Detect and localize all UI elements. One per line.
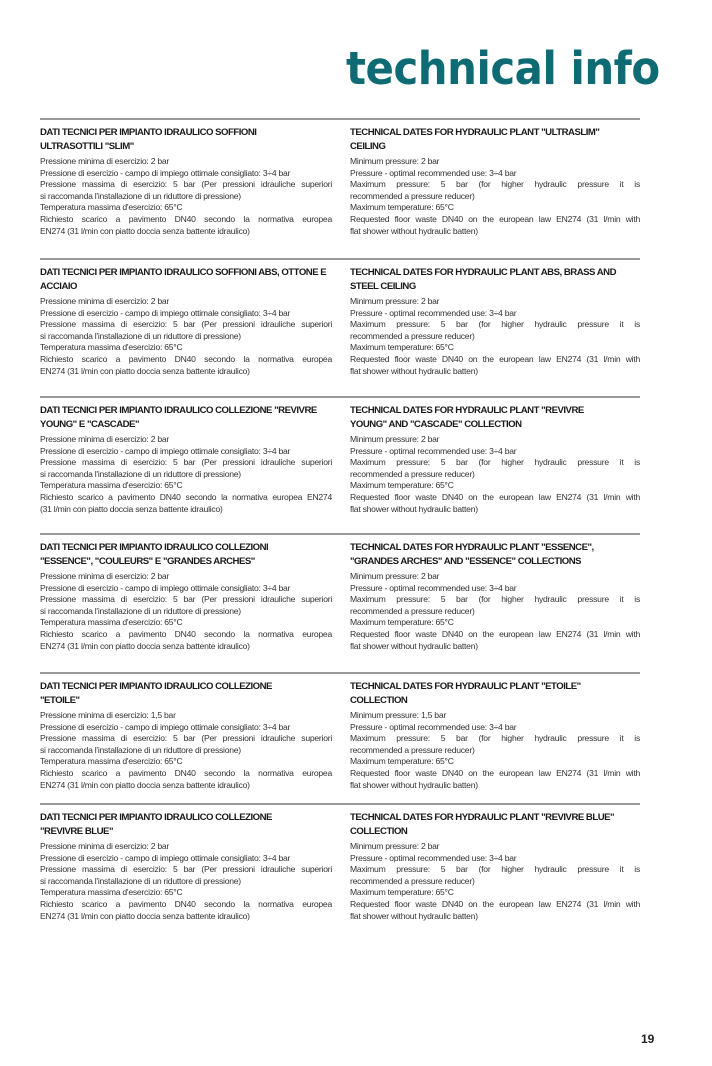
section-divider [40, 533, 640, 535]
heading-line: "GRANDES ARCHES" AND "ESSENCE" COLLECTIONS [350, 556, 582, 567]
section-heading [350, 541, 640, 571]
spec-line: flat shower without hydraulic batten) [350, 910, 478, 921]
section-heading [40, 541, 332, 571]
spec-line: Pressione minima di esercizio: 2 bar [40, 156, 170, 166]
column-italian [40, 126, 332, 237]
column-italian [40, 404, 332, 515]
tech-section [40, 396, 642, 526]
spec-line: Maximum pressure: 5 bar (for higher hydraulic pressure it is [350, 319, 640, 330]
spec-line: Pressione minima di esercizio: 2 bar [40, 841, 170, 851]
spec-line: Maximum pressure: 5 bar (for higher hydraulic pressure it is [350, 594, 640, 605]
spec-line: Temperatura massima d'esercizio: 65°C [40, 342, 183, 353]
heading-line: TECHNICAL DATES FOR HYDRAULIC PLANT "ESSENCE", [350, 542, 594, 553]
column-italian [40, 680, 332, 791]
spec-line: Pressione di esercizio - campo di impiego ottimale consigliato: 3÷4 bar [40, 167, 291, 178]
spec-line: Minimum pressure: 2 bar [350, 841, 440, 851]
section-divider [40, 672, 640, 674]
spec-line: Pressure - optimal recommended use: 3÷4 bar [350, 721, 517, 732]
spec-line: Temperatura massima d'esercizio: 65°C [40, 756, 183, 767]
spec-line: recommended a pressure reducer) [350, 744, 475, 755]
spec-line: Maximum temperature: 65°C [350, 887, 454, 898]
spec-line: recommended a pressure reducer) [350, 330, 475, 341]
spec-line: Temperatura massima d'esercizio: 65°C [40, 202, 183, 213]
spec-line: Pressione massima di esercizio: 5 bar (Per pressioni idrauliche superiori [40, 319, 332, 330]
heading-line: TECHNICAL DATES FOR HYDRAULIC PLANT ABS, BRASS AND [350, 267, 617, 278]
column-italian [40, 811, 332, 922]
tech-section [40, 672, 642, 802]
spec-line: Requested floor waste DN40 on the european law EN274 (31 l/min with [350, 767, 640, 778]
section-heading [350, 680, 640, 710]
heading-line: "ETOILE" [40, 695, 80, 706]
spec-line: Minimum pressure: 1,5 bar [350, 710, 446, 720]
spec-line: si raccomanda l'installazione di un riduttore di pressione) [40, 190, 241, 201]
section-heading [40, 404, 332, 434]
spec-line: Richiesto scarico a pavimento DN40 secondo la normativa europea [40, 767, 332, 778]
spec-line: EN274 (31 l/min con piatto doccia senza battente idraulico) [40, 910, 250, 921]
heading-line: DATI TECNICI PER IMPIANTO IDRAULICO SOFFIONI ABS, OTTONE E [40, 267, 327, 278]
heading-line: DATI TECNICI PER IMPIANTO IDRAULICO COLLEZIONE "REVIVRE [40, 405, 317, 416]
spec-line: recommended a pressure reducer) [350, 468, 475, 479]
spec-line: Requested floor waste DN40 on the european law EN274 (31 l/min with [350, 491, 640, 502]
spec-line: Requested floor waste DN40 on the european law EN274 (31 l/min with [350, 353, 640, 364]
spec-line: Maximum temperature: 65°C [350, 617, 454, 628]
section-heading [350, 811, 640, 841]
spec-line: Pressure - optimal recommended use: 3÷4 bar [350, 167, 517, 178]
spec-line: Pressure - optimal recommended use: 3÷4 bar [350, 852, 517, 863]
tech-section [40, 118, 642, 248]
heading-line: CEILING [350, 141, 386, 152]
section-divider [40, 118, 640, 120]
spec-line: Pressione massima di esercizio: 5 bar (Per pressioni idrauliche superiori [40, 594, 332, 605]
heading-line: ULTRASOTTILI "SLIM" [40, 141, 134, 152]
spec-line: EN274 (31 l/min con piatto doccia senza battente idraulico) [40, 779, 250, 790]
spec-line: Pressione di esercizio - campo di impiego ottimale consigliato: 3÷4 bar [40, 721, 291, 732]
heading-line: DATI TECNICI PER IMPIANTO IDRAULICO SOFFIONI [40, 127, 257, 138]
heading-line: TECHNICAL DATES FOR HYDRAULIC PLANT "REVIVRE BLUE" [350, 812, 615, 823]
spec-line: Richiesto scarico a pavimento DN40 secondo la normativa europea [40, 353, 332, 364]
heading-line: DATI TECNICI PER IMPIANTO IDRAULICO COLLEZIONI [40, 542, 269, 553]
column-english [350, 404, 640, 515]
spec-line: si raccomanda l'installazione di un riduttore di pressione) [40, 875, 241, 886]
spec-line: Richiesto scarico a pavimento DN40 secondo la normativa europea [40, 213, 332, 224]
tech-section [40, 258, 642, 388]
spec-line: Minimum pressure: 2 bar [350, 571, 440, 581]
section-heading [350, 404, 640, 434]
spec-line: Minimum pressure: 2 bar [350, 156, 440, 166]
spec-line: recommended a pressure reducer) [350, 875, 475, 886]
page-title: technical info [346, 42, 660, 95]
spec-line: Minimum pressure: 2 bar [350, 434, 440, 444]
tech-section [40, 803, 642, 933]
spec-line: Richiesto scarico a pavimento DN40 secondo la normativa europea [40, 628, 332, 639]
spec-line: Richiesto scarico a pavimento DN40 secondo la normativa europea EN274 [40, 491, 332, 502]
heading-line: YOUNG" E "CASCADE" [40, 419, 139, 430]
spec-line: Pressione di esercizio - campo di impiego ottimale consigliato: 3÷4 bar [40, 445, 291, 456]
section-heading [40, 811, 332, 841]
column-english [350, 680, 640, 791]
page-number: 19 [641, 1032, 655, 1046]
heading-line: ACCIAIO [40, 281, 78, 292]
spec-line: Pressione di esercizio - campo di impiego ottimale consigliato: 3÷4 bar [40, 307, 291, 318]
heading-line: STEEL CEILING [350, 281, 416, 292]
column-italian [40, 541, 332, 652]
spec-line: si raccomanda l'installazione di un riduttore di pressione) [40, 468, 241, 479]
spec-line: Pressione minima di esercizio: 1,5 bar [40, 710, 176, 720]
spec-line: Pressione massima di esercizio: 5 bar (Per pressioni idrauliche superiori [40, 733, 332, 744]
spec-line: Temperatura massima d'esercizio: 65°C [40, 617, 183, 628]
heading-line: COLLECTION [350, 826, 408, 837]
spec-line: Maximum temperature: 65°C [350, 202, 454, 213]
spec-line: (31 l/min con piatto doccia senza battente idraulico) [40, 503, 223, 514]
heading-line: "ESSENCE", "COULEURS" E "GRANDES ARCHES" [40, 556, 255, 567]
spec-line: Pressure - optimal recommended use: 3÷4 bar [350, 307, 517, 318]
spec-line: Pressione di esercizio - campo di impiego ottimale consigliato: 3÷4 bar [40, 852, 291, 863]
spec-line: EN274 (31 l/min con piatto doccia senza battente idraulico) [40, 365, 250, 376]
spec-line: si raccomanda l'installazione di un riduttore di pressione) [40, 330, 241, 341]
spec-line: recommended a pressure reducer) [350, 190, 475, 201]
column-english [350, 266, 640, 377]
spec-line: Richiesto scarico a pavimento DN40 secondo la normativa europea [40, 898, 332, 909]
spec-line: Pressione massima di esercizio: 5 bar (Per pressioni idrauliche superiori [40, 864, 332, 875]
spec-line: flat shower without hydraulic batten) [350, 640, 478, 651]
spec-line: Pressure - optimal recommended use: 3÷4 bar [350, 582, 517, 593]
spec-line: Pressione minima di esercizio: 2 bar [40, 571, 170, 581]
spec-line: EN274 (31 l/min con piatto doccia senza battente idraulico) [40, 640, 250, 651]
spec-line: Requested floor waste DN40 on the european law EN274 (31 l/min with [350, 628, 640, 639]
column-italian [40, 266, 332, 377]
section-divider [40, 803, 640, 805]
spec-line: Maximum temperature: 65°C [350, 480, 454, 491]
heading-line: DATI TECNICI PER IMPIANTO IDRAULICO COLLEZIONE [40, 812, 272, 823]
spec-line: flat shower without hydraulic batten) [350, 779, 478, 790]
spec-line: Pressione minima di esercizio: 2 bar [40, 434, 170, 444]
spec-line: Maximum pressure: 5 bar (for higher hydraulic pressure it is [350, 179, 640, 190]
heading-line: YOUNG" AND "CASCADE" COLLECTION [350, 419, 522, 430]
heading-line: TECHNICAL DATES FOR HYDRAULIC PLANT "ULTRASLIM" [350, 127, 600, 138]
spec-line: flat shower without hydraulic batten) [350, 225, 478, 236]
heading-line: TECHNICAL DATES FOR HYDRAULIC PLANT "ETOILE" [350, 681, 581, 692]
spec-line: Minimum pressure: 2 bar [350, 296, 440, 306]
spec-line: Requested floor waste DN40 on the european law EN274 (31 l/min with [350, 898, 640, 909]
section-heading [350, 266, 640, 296]
section-heading [350, 126, 640, 156]
column-english [350, 126, 640, 237]
spec-line: Maximum pressure: 5 bar (for higher hydraulic pressure it is [350, 864, 640, 875]
column-english [350, 541, 640, 652]
heading-line: COLLECTION [350, 695, 408, 706]
spec-line: Temperatura massima d'esercizio: 65°C [40, 887, 183, 898]
spec-line: Pressione massima di esercizio: 5 bar (Per pressioni idrauliche superiori [40, 179, 332, 190]
spec-line: recommended a pressure reducer) [350, 605, 475, 616]
spec-line: Temperatura massima d'esercizio: 65°C [40, 480, 183, 491]
spec-line: Maximum pressure: 5 bar (for higher hydraulic pressure it is [350, 457, 640, 468]
section-heading [40, 680, 332, 710]
spec-line: Pressione minima di esercizio: 2 bar [40, 296, 170, 306]
spec-line: flat shower without hydraulic batten) [350, 365, 478, 376]
section-divider [40, 396, 640, 398]
spec-line: Maximum pressure: 5 bar (for higher hydraulic pressure it is [350, 733, 640, 744]
spec-line: Maximum temperature: 65°C [350, 756, 454, 767]
heading-line: "REVIVRE BLUE" [40, 826, 113, 837]
section-divider [40, 258, 640, 260]
tech-section [40, 533, 642, 663]
spec-line: Pressione di esercizio - campo di impiego ottimale consigliato: 3÷4 bar [40, 582, 291, 593]
column-english [350, 811, 640, 922]
section-heading [40, 266, 332, 296]
spec-line: Maximum temperature: 65°C [350, 342, 454, 353]
spec-line: flat shower without hydraulic batten) [350, 503, 478, 514]
spec-line: Pressione massima di esercizio: 5 bar (Per pressioni idrauliche superiori [40, 457, 332, 468]
spec-line: si raccomanda l'installazione di un riduttore di pressione) [40, 744, 241, 755]
spec-line: si raccomanda l'installazione di un riduttore di pressione) [40, 605, 241, 616]
heading-line: DATI TECNICI PER IMPIANTO IDRAULICO COLLEZIONE [40, 681, 272, 692]
spec-line: Requested floor waste DN40 on the european law EN274 (31 l/min with [350, 213, 640, 224]
section-heading [40, 126, 332, 156]
spec-line: Pressure - optimal recommended use: 3÷4 bar [350, 445, 517, 456]
spec-line: EN274 (31 l/min con piatto doccia senza battente idraulico) [40, 225, 250, 236]
heading-line: TECHNICAL DATES FOR HYDRAULIC PLANT "REVIVRE [350, 405, 584, 416]
